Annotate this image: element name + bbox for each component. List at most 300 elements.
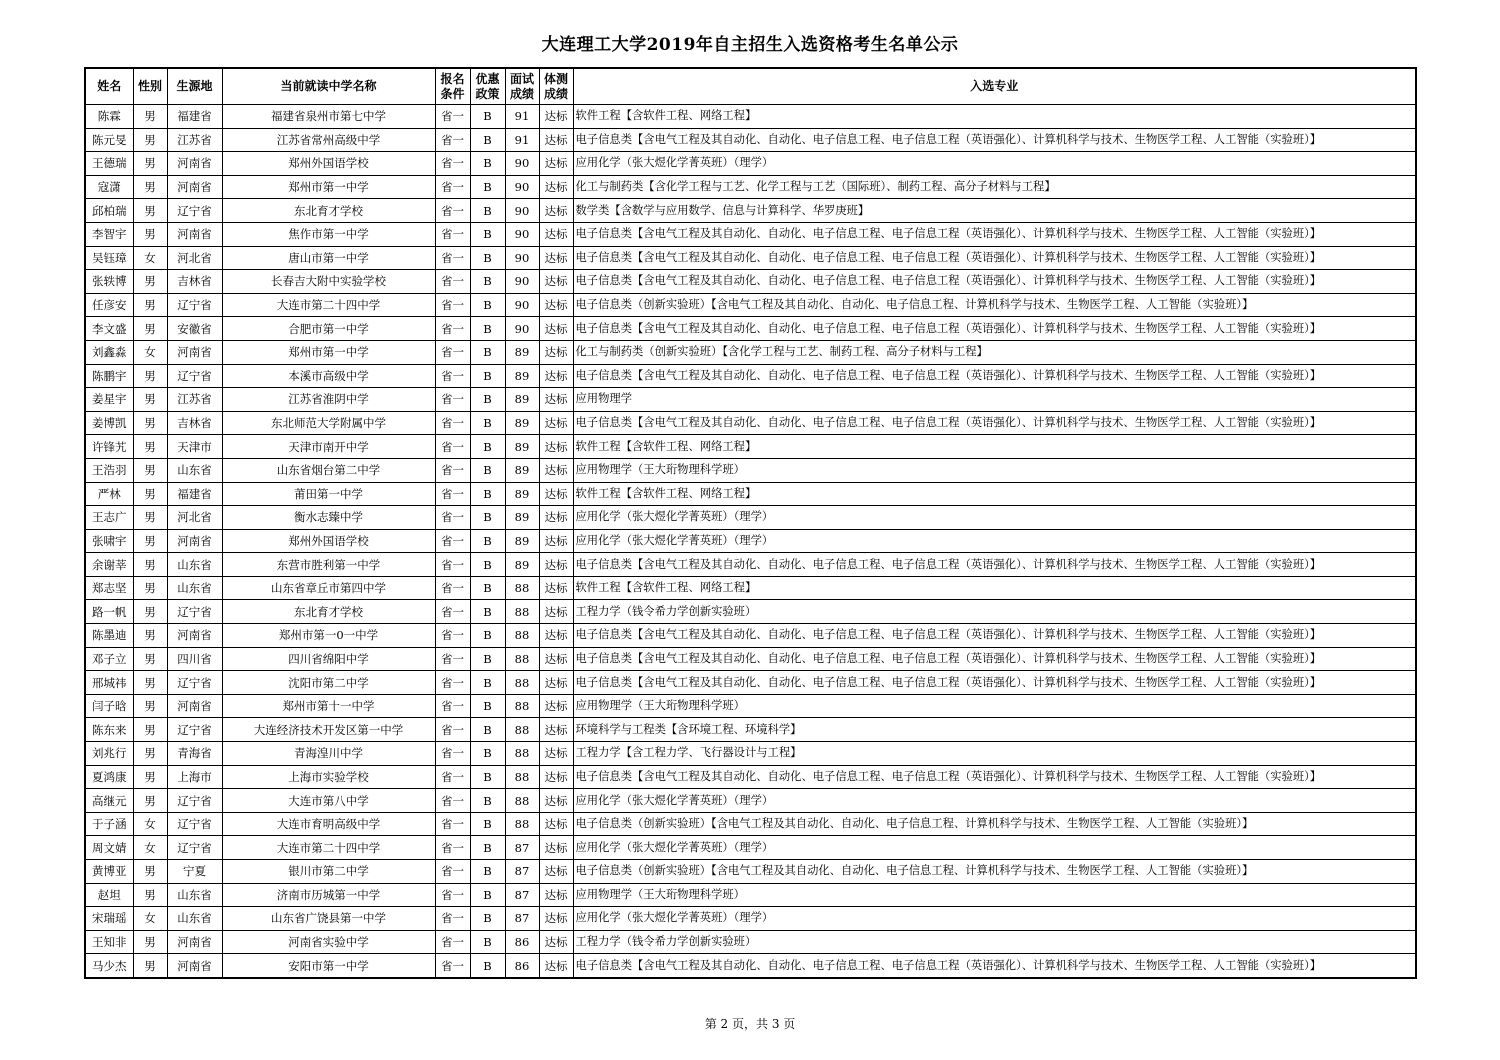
cell-name: 邓子立 xyxy=(85,647,133,671)
cell-gender: 男 xyxy=(133,600,167,624)
cell-interview-score: 86 xyxy=(505,954,539,978)
cell-pe: 达标 xyxy=(539,458,573,482)
cell-origin: 河南省 xyxy=(167,694,222,718)
cell-condition: 省一 xyxy=(435,671,470,695)
cell-pe: 达标 xyxy=(539,718,573,742)
cell-pe: 达标 xyxy=(539,222,573,246)
cell-policy: B xyxy=(470,293,505,317)
cell-gender: 男 xyxy=(133,317,167,341)
cell-school: 江苏省淮阴中学 xyxy=(222,388,435,412)
cell-major: 应用化学（张大煜化学菁英班）（理学） xyxy=(573,506,1416,530)
cell-policy: B xyxy=(470,506,505,530)
cell-condition: 省一 xyxy=(435,954,470,978)
cell-condition: 省一 xyxy=(435,246,470,270)
cell-interview-score: 89 xyxy=(505,340,539,364)
cell-origin: 福建省 xyxy=(167,105,222,129)
cell-policy: B xyxy=(470,812,505,836)
cell-school: 郑州市第一0一中学 xyxy=(222,624,435,648)
cell-major: 电子信息类【含电气工程及其自动化、自动化、电子信息工程、电子信息工程（英语强化）、计算机科学与技术、生物医学工程、人工智能（实验班）】 xyxy=(573,128,1416,152)
header-interview: 面试成绩 xyxy=(505,68,539,105)
cell-condition: 省一 xyxy=(435,694,470,718)
cell-origin: 辽宁省 xyxy=(167,293,222,317)
cell-gender: 男 xyxy=(133,128,167,152)
cell-school: 山东省广饶县第一中学 xyxy=(222,907,435,931)
cell-origin: 吉林省 xyxy=(167,411,222,435)
cell-major: 应用物理学（王大珩物理科学班） xyxy=(573,694,1416,718)
cell-policy: B xyxy=(470,128,505,152)
cell-school: 上海市实验学校 xyxy=(222,765,435,789)
cell-interview-score: 89 xyxy=(505,482,539,506)
cell-condition: 省一 xyxy=(435,907,470,931)
cell-origin: 宁夏 xyxy=(167,860,222,884)
cell-name: 邢城祎 xyxy=(85,671,133,695)
cell-condition: 省一 xyxy=(435,765,470,789)
table-row xyxy=(85,411,1416,435)
cell-interview-score: 88 xyxy=(505,742,539,766)
cell-major: 工程力学（钱令希力学创新实验班） xyxy=(573,930,1416,954)
cell-gender: 男 xyxy=(133,742,167,766)
cell-origin: 安徽省 xyxy=(167,317,222,341)
cell-pe: 达标 xyxy=(539,812,573,836)
cell-school: 山东省章丘市第四中学 xyxy=(222,576,435,600)
table-row xyxy=(85,222,1416,246)
cell-gender: 男 xyxy=(133,624,167,648)
cell-pe: 达标 xyxy=(539,789,573,813)
cell-condition: 省一 xyxy=(435,742,470,766)
cell-school: 大连市第二十四中学 xyxy=(222,836,435,860)
cell-interview-score: 90 xyxy=(505,175,539,199)
cell-condition: 省一 xyxy=(435,317,470,341)
table-row xyxy=(85,742,1416,766)
cell-major: 电子信息类（创新实验班）【含电气工程及其自动化、自动化、电子信息工程、计算机科学与技术、生物医学工程、人工智能（实验班）】 xyxy=(573,812,1416,836)
cell-school: 衡水志臻中学 xyxy=(222,506,435,530)
cell-origin: 辽宁省 xyxy=(167,812,222,836)
cell-condition: 省一 xyxy=(435,411,470,435)
cell-origin: 天津市 xyxy=(167,435,222,459)
cell-pe: 达标 xyxy=(539,152,573,176)
table-row xyxy=(85,812,1416,836)
cell-gender: 女 xyxy=(133,907,167,931)
cell-major: 应用化学（张大煜化学菁英班）（理学） xyxy=(573,789,1416,813)
cell-policy: B xyxy=(470,694,505,718)
cell-origin: 吉林省 xyxy=(167,270,222,294)
cell-name: 张轶博 xyxy=(85,270,133,294)
cell-origin: 福建省 xyxy=(167,482,222,506)
cell-policy: B xyxy=(470,647,505,671)
cell-condition: 省一 xyxy=(435,105,470,129)
cell-name: 任彦安 xyxy=(85,293,133,317)
cell-major: 化工与制药类（创新实验班）【含化学工程与工艺、制药工程、高分子材料与工程】 xyxy=(573,340,1416,364)
cell-name: 寇潇 xyxy=(85,175,133,199)
cell-school: 本溪市高级中学 xyxy=(222,364,435,388)
cell-origin: 河北省 xyxy=(167,246,222,270)
cell-origin: 山东省 xyxy=(167,458,222,482)
cell-origin: 河南省 xyxy=(167,930,222,954)
cell-condition: 省一 xyxy=(435,482,470,506)
cell-origin: 河北省 xyxy=(167,506,222,530)
cell-pe: 达标 xyxy=(539,506,573,530)
cell-condition: 省一 xyxy=(435,364,470,388)
cell-school: 郑州市第十一中学 xyxy=(222,694,435,718)
cell-gender: 男 xyxy=(133,671,167,695)
cell-major: 电子信息类【含电气工程及其自动化、自动化、电子信息工程、电子信息工程（英语强化）、计算机科学与技术、生物医学工程、人工智能（实验班）】 xyxy=(573,624,1416,648)
cell-gender: 男 xyxy=(133,789,167,813)
cell-policy: B xyxy=(470,671,505,695)
cell-condition: 省一 xyxy=(435,553,470,577)
cell-condition: 省一 xyxy=(435,930,470,954)
cell-origin: 江苏省 xyxy=(167,388,222,412)
cell-major: 电子信息类【含电气工程及其自动化、自动化、电子信息工程、电子信息工程（英语强化）、计算机科学与技术、生物医学工程、人工智能（实验班）】 xyxy=(573,954,1416,978)
cell-pe: 达标 xyxy=(539,293,573,317)
cell-interview-score: 89 xyxy=(505,553,539,577)
cell-condition: 省一 xyxy=(435,789,470,813)
cell-gender: 男 xyxy=(133,199,167,223)
cell-gender: 女 xyxy=(133,246,167,270)
table-row xyxy=(85,246,1416,270)
cell-origin: 辽宁省 xyxy=(167,789,222,813)
table-row xyxy=(85,364,1416,388)
cell-interview-score: 90 xyxy=(505,222,539,246)
cell-name: 刘鑫淼 xyxy=(85,340,133,364)
cell-origin: 辽宁省 xyxy=(167,199,222,223)
cell-gender: 男 xyxy=(133,529,167,553)
cell-policy: B xyxy=(470,883,505,907)
table-row xyxy=(85,836,1416,860)
cell-condition: 省一 xyxy=(435,506,470,530)
cell-school: 郑州市第一中学 xyxy=(222,175,435,199)
table-row xyxy=(85,529,1416,553)
cell-school: 大连市育明高级中学 xyxy=(222,812,435,836)
cell-interview-score: 88 xyxy=(505,576,539,600)
cell-policy: B xyxy=(470,836,505,860)
cell-pe: 达标 xyxy=(539,340,573,364)
cell-interview-score: 90 xyxy=(505,293,539,317)
table-row xyxy=(85,789,1416,813)
cell-pe: 达标 xyxy=(539,576,573,600)
table-row xyxy=(85,624,1416,648)
cell-name: 闫子晗 xyxy=(85,694,133,718)
cell-pe: 达标 xyxy=(539,765,573,789)
cell-interview-score: 89 xyxy=(505,458,539,482)
cell-interview-score: 89 xyxy=(505,529,539,553)
cell-condition: 省一 xyxy=(435,718,470,742)
cell-condition: 省一 xyxy=(435,812,470,836)
cell-major: 电子信息类（创新实验班）【含电气工程及其自动化、自动化、电子信息工程、计算机科学与技术、生物医学工程、人工智能（实验班）】 xyxy=(573,860,1416,884)
cell-pe: 达标 xyxy=(539,553,573,577)
cell-origin: 辽宁省 xyxy=(167,836,222,860)
cell-condition: 省一 xyxy=(435,128,470,152)
table-row xyxy=(85,293,1416,317)
cell-policy: B xyxy=(470,199,505,223)
cell-major: 电子信息类【含电气工程及其自动化、自动化、电子信息工程、电子信息工程（英语强化）、计算机科学与技术、生物医学工程、人工智能（实验班）】 xyxy=(573,222,1416,246)
cell-interview-score: 87 xyxy=(505,860,539,884)
cell-gender: 男 xyxy=(133,222,167,246)
table-row xyxy=(85,553,1416,577)
cell-gender: 男 xyxy=(133,435,167,459)
cell-pe: 达标 xyxy=(539,175,573,199)
table-row xyxy=(85,105,1416,129)
cell-interview-score: 90 xyxy=(505,317,539,341)
cell-origin: 山东省 xyxy=(167,576,222,600)
cell-policy: B xyxy=(470,222,505,246)
cell-condition: 省一 xyxy=(435,836,470,860)
cell-policy: B xyxy=(470,388,505,412)
cell-gender: 男 xyxy=(133,718,167,742)
table-row xyxy=(85,860,1416,884)
page-title: 大连理工大学2019年自主招生入选资格考生名单公示 xyxy=(541,35,959,55)
cell-name: 周文婧 xyxy=(85,836,133,860)
cell-gender: 男 xyxy=(133,930,167,954)
cell-interview-score: 88 xyxy=(505,600,539,624)
cell-condition: 省一 xyxy=(435,222,470,246)
cell-name: 陈霖 xyxy=(85,105,133,129)
cell-gender: 男 xyxy=(133,411,167,435)
cell-pe: 达标 xyxy=(539,954,573,978)
cell-school: 大连市第二十四中学 xyxy=(222,293,435,317)
cell-condition: 省一 xyxy=(435,860,470,884)
cell-interview-score: 88 xyxy=(505,624,539,648)
cell-major: 电子信息类【含电气工程及其自动化、自动化、电子信息工程、电子信息工程（英语强化）、计算机科学与技术、生物医学工程、人工智能（实验班）】 xyxy=(573,553,1416,577)
cell-condition: 省一 xyxy=(435,435,470,459)
cell-gender: 男 xyxy=(133,364,167,388)
cell-policy: B xyxy=(470,482,505,506)
cell-gender: 男 xyxy=(133,576,167,600)
cell-policy: B xyxy=(470,765,505,789)
cell-pe: 达标 xyxy=(539,270,573,294)
cell-school: 天津市南开中学 xyxy=(222,435,435,459)
cell-gender: 男 xyxy=(133,152,167,176)
cell-origin: 青海省 xyxy=(167,742,222,766)
cell-school: 东营市胜利第一中学 xyxy=(222,553,435,577)
table-body xyxy=(85,105,1416,978)
table-row xyxy=(85,907,1416,931)
cell-condition: 省一 xyxy=(435,529,470,553)
cell-policy: B xyxy=(470,553,505,577)
cell-name: 李智宇 xyxy=(85,222,133,246)
table-row xyxy=(85,954,1416,978)
header-origin: 生源地 xyxy=(167,68,222,105)
cell-policy: B xyxy=(470,624,505,648)
cell-gender: 女 xyxy=(133,812,167,836)
cell-interview-score: 90 xyxy=(505,246,539,270)
cell-major: 电子信息类【含电气工程及其自动化、自动化、电子信息工程、电子信息工程（英语强化）、计算机科学与技术、生物医学工程、人工智能（实验班）】 xyxy=(573,765,1416,789)
cell-major: 应用化学（张大煜化学菁英班）（理学） xyxy=(573,907,1416,931)
cell-interview-score: 89 xyxy=(505,388,539,412)
table-row xyxy=(85,482,1416,506)
cell-interview-score: 87 xyxy=(505,907,539,931)
cell-name: 姜星宇 xyxy=(85,388,133,412)
cell-school: 郑州外国语学校 xyxy=(222,152,435,176)
cell-origin: 山东省 xyxy=(167,883,222,907)
cell-gender: 男 xyxy=(133,293,167,317)
cell-origin: 江苏省 xyxy=(167,128,222,152)
cell-condition: 省一 xyxy=(435,600,470,624)
cell-condition: 省一 xyxy=(435,388,470,412)
cell-origin: 辽宁省 xyxy=(167,671,222,695)
cell-major: 应用化学（张大煜化学菁英班）（理学） xyxy=(573,152,1416,176)
cell-name: 姜博凯 xyxy=(85,411,133,435)
cell-name: 郑志坚 xyxy=(85,576,133,600)
cell-major: 工程力学（钱令希力学创新实验班） xyxy=(573,600,1416,624)
cell-interview-score: 87 xyxy=(505,836,539,860)
cell-pe: 达标 xyxy=(539,624,573,648)
cell-name: 于子涵 xyxy=(85,812,133,836)
cell-name: 王德瑞 xyxy=(85,152,133,176)
cell-policy: B xyxy=(470,317,505,341)
cell-name: 王浩羽 xyxy=(85,458,133,482)
cell-major: 应用物理学（王大珩物理科学班） xyxy=(573,458,1416,482)
cell-policy: B xyxy=(470,954,505,978)
cell-major: 应用化学（张大煜化学菁英班）（理学） xyxy=(573,836,1416,860)
cell-pe: 达标 xyxy=(539,742,573,766)
cell-origin: 山东省 xyxy=(167,553,222,577)
cell-school: 东北育才学校 xyxy=(222,199,435,223)
table-row xyxy=(85,152,1416,176)
cell-school: 莆田第一中学 xyxy=(222,482,435,506)
cell-school: 焦作市第一中学 xyxy=(222,222,435,246)
cell-pe: 达标 xyxy=(539,435,573,459)
cell-major: 电子信息类（创新实验班）【含电气工程及其自动化、自动化、电子信息工程、计算机科学与技术、生物医学工程、人工智能（实验班）】 xyxy=(573,293,1416,317)
cell-name: 路一帆 xyxy=(85,600,133,624)
cell-origin: 上海市 xyxy=(167,765,222,789)
cell-pe: 达标 xyxy=(539,883,573,907)
cell-interview-score: 88 xyxy=(505,718,539,742)
table-row xyxy=(85,270,1416,294)
table-row xyxy=(85,199,1416,223)
cell-policy: B xyxy=(470,175,505,199)
cell-major: 软件工程【含软件工程、网络工程】 xyxy=(573,105,1416,129)
cell-major: 应用物理学 xyxy=(573,388,1416,412)
cell-major: 电子信息类【含电气工程及其自动化、自动化、电子信息工程、电子信息工程（英语强化）、计算机科学与技术、生物医学工程、人工智能（实验班）】 xyxy=(573,364,1416,388)
cell-policy: B xyxy=(470,458,505,482)
table-row xyxy=(85,458,1416,482)
table-row xyxy=(85,718,1416,742)
cell-origin: 山东省 xyxy=(167,907,222,931)
cell-major: 电子信息类【含电气工程及其自动化、自动化、电子信息工程、电子信息工程（英语强化）、计算机科学与技术、生物医学工程、人工智能（实验班）】 xyxy=(573,270,1416,294)
cell-name: 王志广 xyxy=(85,506,133,530)
table-row xyxy=(85,930,1416,954)
cell-pe: 达标 xyxy=(539,105,573,129)
header-pe: 体测成绩 xyxy=(539,68,573,105)
cell-interview-score: 90 xyxy=(505,152,539,176)
header-policy: 优惠政策 xyxy=(470,68,505,105)
cell-pe: 达标 xyxy=(539,694,573,718)
cell-school: 青海湟川中学 xyxy=(222,742,435,766)
cell-name: 黄博亚 xyxy=(85,860,133,884)
cell-pe: 达标 xyxy=(539,671,573,695)
cell-gender: 女 xyxy=(133,340,167,364)
cell-name: 刘兆行 xyxy=(85,742,133,766)
cell-gender: 男 xyxy=(133,388,167,412)
cell-policy: B xyxy=(470,270,505,294)
cell-school: 长春吉大附中实验学校 xyxy=(222,270,435,294)
cell-policy: B xyxy=(470,907,505,931)
table-row xyxy=(85,765,1416,789)
cell-interview-score: 88 xyxy=(505,789,539,813)
cell-pe: 达标 xyxy=(539,529,573,553)
cell-origin: 四川省 xyxy=(167,647,222,671)
cell-pe: 达标 xyxy=(539,128,573,152)
cell-name: 宋瑞瑶 xyxy=(85,907,133,931)
cell-condition: 省一 xyxy=(435,624,470,648)
table-row xyxy=(85,340,1416,364)
cell-gender: 男 xyxy=(133,883,167,907)
cell-school: 安阳市第一中学 xyxy=(222,954,435,978)
cell-origin: 河南省 xyxy=(167,222,222,246)
cell-condition: 省一 xyxy=(435,199,470,223)
table-row xyxy=(85,128,1416,152)
cell-school: 大连市第八中学 xyxy=(222,789,435,813)
cell-name: 高继元 xyxy=(85,789,133,813)
cell-name: 张啸宇 xyxy=(85,529,133,553)
cell-interview-score: 86 xyxy=(505,930,539,954)
cell-pe: 达标 xyxy=(539,930,573,954)
cell-pe: 达标 xyxy=(539,647,573,671)
cell-name: 马少杰 xyxy=(85,954,133,978)
cell-name: 吴钰璋 xyxy=(85,246,133,270)
cell-condition: 省一 xyxy=(435,270,470,294)
table-row xyxy=(85,175,1416,199)
cell-interview-score: 90 xyxy=(505,270,539,294)
cell-major: 工程力学【含工程力学、飞行器设计与工程】 xyxy=(573,742,1416,766)
cell-policy: B xyxy=(470,789,505,813)
cell-interview-score: 89 xyxy=(505,364,539,388)
cell-major: 电子信息类【含电气工程及其自动化、自动化、电子信息工程、电子信息工程（英语强化）、计算机科学与技术、生物医学工程、人工智能（实验班）】 xyxy=(573,411,1416,435)
cell-pe: 达标 xyxy=(539,246,573,270)
table-row xyxy=(85,576,1416,600)
cell-major: 化工与制药类【含化学工程与工艺、化学工程与工艺（国际班）、制药工程、高分子材料与工程】 xyxy=(573,175,1416,199)
cell-school: 唐山市第一中学 xyxy=(222,246,435,270)
cell-origin: 辽宁省 xyxy=(167,364,222,388)
cell-policy: B xyxy=(470,105,505,129)
cell-gender: 男 xyxy=(133,270,167,294)
cell-origin: 河南省 xyxy=(167,624,222,648)
cell-name: 许锋艽 xyxy=(85,435,133,459)
cell-origin: 河南省 xyxy=(167,529,222,553)
cell-interview-score: 89 xyxy=(505,435,539,459)
cell-policy: B xyxy=(470,860,505,884)
cell-gender: 男 xyxy=(133,765,167,789)
cell-name: 余谢莘 xyxy=(85,553,133,577)
cell-school: 合肥市第一中学 xyxy=(222,317,435,341)
cell-pe: 达标 xyxy=(539,317,573,341)
cell-school: 大连经济技术开发区第一中学 xyxy=(222,718,435,742)
cell-gender: 男 xyxy=(133,458,167,482)
cell-gender: 男 xyxy=(133,860,167,884)
cell-interview-score: 88 xyxy=(505,671,539,695)
cell-policy: B xyxy=(470,742,505,766)
cell-origin: 辽宁省 xyxy=(167,600,222,624)
cell-pe: 达标 xyxy=(539,600,573,624)
cell-pe: 达标 xyxy=(539,907,573,931)
cell-school: 东北育才学校 xyxy=(222,600,435,624)
cell-policy: B xyxy=(470,411,505,435)
cell-major: 电子信息类【含电气工程及其自动化、自动化、电子信息工程、电子信息工程（英语强化）、计算机科学与技术、生物医学工程、人工智能（实验班）】 xyxy=(573,317,1416,341)
cell-condition: 省一 xyxy=(435,647,470,671)
cell-major: 软件工程【含软件工程、网络工程】 xyxy=(573,576,1416,600)
cell-gender: 男 xyxy=(133,954,167,978)
cell-major: 应用化学（张大煜化学菁英班）（理学） xyxy=(573,529,1416,553)
cell-pe: 达标 xyxy=(539,482,573,506)
cell-name: 陈元旻 xyxy=(85,128,133,152)
cell-school: 山东省烟台第二中学 xyxy=(222,458,435,482)
cell-gender: 男 xyxy=(133,175,167,199)
header-name: 姓名 xyxy=(85,68,133,105)
cell-school: 东北师范大学附属中学 xyxy=(222,411,435,435)
cell-origin: 河南省 xyxy=(167,152,222,176)
cell-major: 应用物理学（王大珩物理科学班） xyxy=(573,883,1416,907)
cell-major: 软件工程【含软件工程、网络工程】 xyxy=(573,435,1416,459)
